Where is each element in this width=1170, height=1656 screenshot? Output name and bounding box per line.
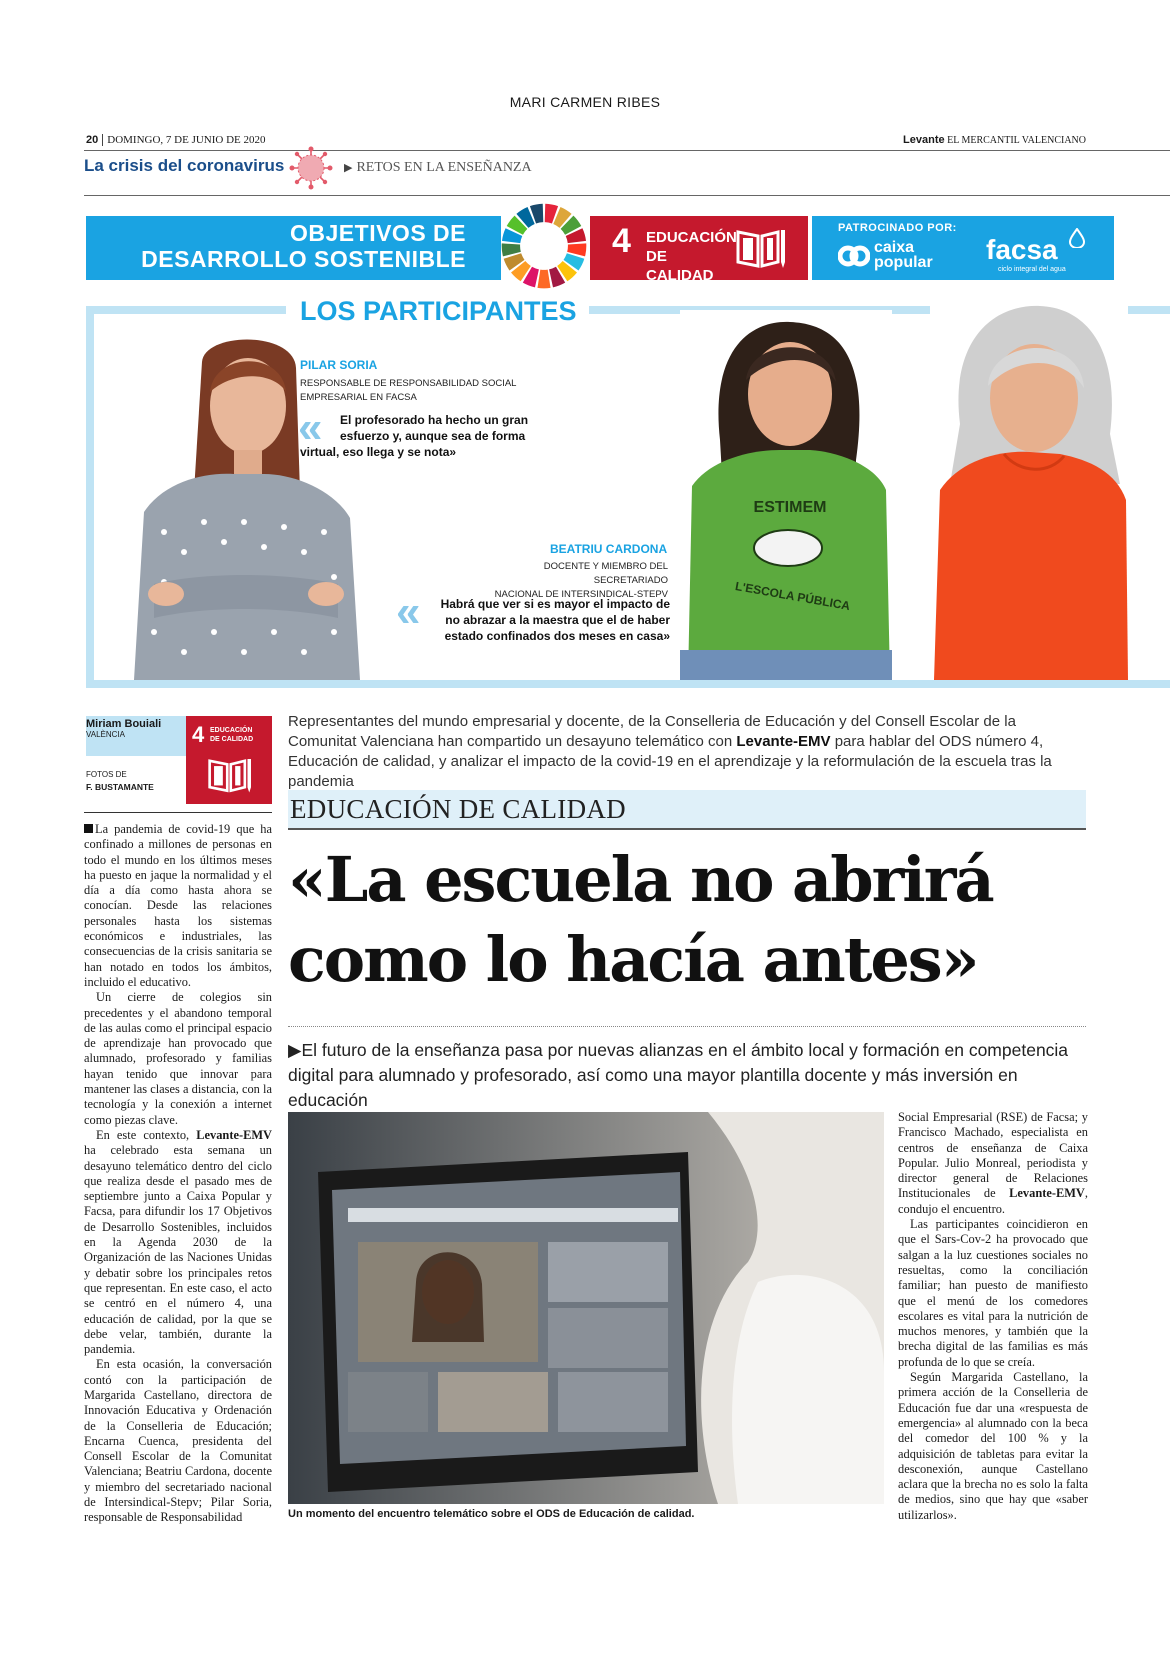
byline-rule: [84, 812, 272, 813]
issue-date: DOMINGO, 7 DE JUNIO DE 2020: [107, 134, 266, 146]
body-column-1: [84, 822, 272, 1526]
role-pilar-line1: RESPONSABLE DE RESPONSABILIDAD SOCIAL: [300, 378, 517, 389]
body-text: Social Empresarial (RSE) de Facsa; y Francisco Machado, especialista en centros de enseñanza de Caixa Popular. Julio Monreal, periodista y director general de Relaciones Institucionales de: [898, 1110, 1088, 1201]
dotted-rule: [288, 1026, 1086, 1027]
masthead: [903, 134, 1086, 146]
tile-label-line1: EDUCACIÓN: [210, 727, 253, 734]
role-beatriu-line2: NACIONAL DE INTERSINDICAL-STEPV: [494, 589, 668, 600]
ods-title-line1: OBJETIVOS DE: [290, 220, 466, 246]
photographer-name: F. BUSTAMANTE: [86, 782, 154, 792]
quote-pilar-line2: esfuerzo y, aunque sea de forma: [340, 429, 526, 443]
body-text: ha celebrado esta semana un desayuno telemático dentro del ciclo que realiza desde el pasado mes de septiembre junto a Caixa Popular y Facsa, para difundir los 17 Objetivos de Desarrollo Sostenibles, incluidos en la Agenda 2030 de la Organización de las Naciones Unidas y debatir sobre los principales retos que representan. En este caso, el acto se centró en el número 4, una educación de calidad, por la que se debe velar, también, durante la pandemia.: [84, 1143, 272, 1357]
facsa-tagline: ciclo integral del agua: [998, 266, 1066, 273]
goal-name: [646, 228, 736, 285]
page-number: 20: [86, 134, 103, 146]
body-paragraph: Según Margarida Castellano, la primera acción de la Conselleria de Educación fue dar una «respuesta de emergencia» al alumnado con la beca del comedor del 100 % y la adquisición de tabletas para evitar la desconexión, aunque Castellano aclara que la brecha no es solo la falta de medios, sino que hay que «saber utilizarlos».: [898, 1370, 1088, 1522]
photo-caption: Un momento del encuentro telemático sobre el ODS de Educación de calidad.: [288, 1508, 695, 1520]
participant-name-pilar: PILAR SORIA: [300, 358, 378, 372]
body-paragraph: [84, 1128, 272, 1357]
quote-pilar-line1: El profesorado ha hecho un gran: [340, 413, 529, 427]
caixa-line2: popular: [874, 254, 933, 271]
body-paragraph: [898, 1110, 1088, 1217]
sdg-wheel-segment: [537, 270, 550, 289]
photo-pilar-soria: [124, 322, 364, 680]
ods-banner-title: [86, 220, 466, 272]
lead-paragraph: [288, 712, 1086, 792]
shirt-text-line1: ESTIMEM: [753, 499, 827, 516]
triangle-icon: ▶: [288, 1040, 302, 1060]
sponsor-label: PATROCINADO POR:: [838, 222, 957, 234]
tile-number: 4: [192, 722, 205, 747]
kicker: EDUCACIÓN DE CALIDAD: [290, 794, 626, 824]
headline-line2: como lo hacía antes»: [288, 923, 978, 996]
tile-label-line2: DE CALIDAD: [210, 736, 254, 743]
lead-brand: Levante-EMV: [736, 733, 831, 750]
open-book-pencil-icon: [734, 222, 786, 272]
headline: [288, 840, 1108, 1000]
body-paragraph: [84, 822, 272, 990]
ods4-tile: [186, 716, 272, 804]
quote-mark-icon: «: [298, 403, 323, 452]
masthead-name: Levante: [903, 134, 945, 146]
masthead-sub: EL MERCANTIL VALENCIANO: [947, 135, 1086, 146]
main-photo-video-meeting: [288, 1112, 884, 1504]
folio: [86, 134, 266, 146]
body-brand: Levante-EMV: [196, 1127, 272, 1142]
subheadline: [288, 1038, 1088, 1113]
participant-name-beatriu: BEATRIU CARDONA: [550, 542, 668, 556]
participants-title: LOS PARTICIPANTES: [286, 296, 589, 327]
quote-mark-icon: «: [396, 587, 421, 636]
body-paragraph: Las participantes coincidieron en que el Sars-Cov-2 ha provocado que salgan a la luz cuestiones sociales no resueltas, como la conciliación familiar; han puesto de manifiesto que el menú de los comedores escolares es vital para la nutrición de muchos menores, y también que la brecha digital de las familias es más profunda de lo que se creía.: [898, 1217, 1088, 1369]
quote-pilar-line3: virtual, eso llega y se nota»: [300, 445, 457, 459]
facsa-drop-icon: [1068, 228, 1086, 248]
body-paragraph: En esta ocasión, la conversación contó con la participación de Margarida Castellano, directora de Innovación Educativa y Ordenación de la Conselleria de Educación; Encarna Cuenca, presidenta del Consell Escolar de la Comunitat Valenciana; Beatriu Cardona, docente y miembro del secretariado nacional de Intersindical-Stepv; Pilar Soria, responsable de Responsabilidad: [84, 1357, 272, 1525]
photo-credit-top: MARI CARMEN RIBES: [509, 94, 661, 110]
byline: [86, 718, 186, 739]
goal-name-line1: EDUCACIÓN: [646, 229, 737, 246]
goal-number: 4: [612, 222, 631, 260]
goal-name-line2: DE CALIDAD: [646, 248, 714, 284]
author-name: Miriam Bouiali: [86, 718, 162, 730]
section-subtitle-text: RETOS EN LA ENSEÑANZA: [356, 160, 532, 175]
author-city: VALÈNCIA: [86, 730, 125, 739]
photo-beatriu-cardona: [680, 310, 892, 680]
caixa-popular-logo-icon: [838, 240, 870, 272]
participant-quote-pilar: [300, 412, 540, 460]
section-title: La crisis del coronavirus: [84, 156, 285, 175]
sdg-wheel-center: [521, 223, 567, 269]
facsa-wordmark: facsa: [986, 234, 1058, 265]
role-pilar-line2: EMPRESARIAL EN FACSA: [300, 392, 417, 403]
lead-text-1: Representantes del mundo empresarial y docente, de la Conselleria de Educación y del Consell Escolar de la Comunitat Valenciana han compartido un desayuno telemático con: [288, 713, 1016, 750]
body-text: , condujo el encuentro.: [898, 1186, 1088, 1216]
shirt-text-line2: L'ESCOLA PÚBLICA: [734, 579, 852, 614]
subheadline-text: El futuro de la enseñanza pasa por nuevas alianzas en el ámbito local y formación en competencia digital para alumnado y profesorado, así como una mayor plantilla docente y más inversión en educación: [288, 1040, 1069, 1110]
participant-role-pilar: [300, 377, 516, 405]
quote-beatriu-line1: Habrá que ver si es mayor el impacto de: [440, 597, 670, 611]
section-rule: [84, 195, 1170, 196]
body-text: En este contexto,: [96, 1127, 197, 1142]
body-paragraph: Un cierre de colegios sin precedentes y el abandono temporal de las aulas como el principal espacio de aprendizaje han provocado que alumnado, profesorado y familias hayan tenido que innovar para mantener las clases a distancia, con la tecnología y la conexión a internet como piezas clave.: [84, 990, 272, 1127]
lead-text-2: para hablar del ODS número 4, Educación de calidad, y analizar el impacto de la covid-19 en el aprendizaje y la reformulación de la escuela tras la pandemia: [288, 733, 1052, 790]
square-bullet-icon: [84, 824, 93, 833]
quote-beatriu-line2: no abrazar a la maestra que el de haber: [445, 613, 670, 627]
quote-beatriu-line3: estado confinados dos meses en casa»: [444, 629, 670, 643]
role-beatriu-line1: DOCENTE Y MIEMBRO DEL SECRETARIADO: [543, 561, 668, 586]
triangle-icon: ▶: [344, 162, 353, 174]
body-text: La pandemia de covid-19 que ha confinado a millones de personas en todo el mundo en los últimos meses ha puesto en jaque la normalidad y el día a día como hasta ahora se conocían. Desde las relaciones personales hasta los sistemas económicos e industriales, las consecuencias de la crisis sanitaria se han notado en todos los ámbitos, incluido el educativo.: [84, 822, 272, 989]
body-column-3: [898, 1110, 1088, 1523]
body-brand: Levante-EMV: [1009, 1186, 1085, 1201]
coronavirus-icon: [288, 145, 334, 191]
headline-line1: «La escuela no abrirá: [288, 843, 993, 916]
caixa-line1: caixa: [874, 239, 915, 256]
header-rule: [84, 150, 1170, 151]
open-book-pencil-icon: [204, 752, 254, 796]
tile-label: [210, 726, 253, 744]
photo-third-participant: [930, 304, 1128, 680]
sdg-wheel-icon: [498, 200, 590, 292]
participant-quote-beatriu: [438, 596, 670, 644]
caixa-popular-wordmark: [874, 240, 933, 270]
section-subtitle: [344, 160, 532, 176]
ods-title-line2: DESARROLLO SOSTENIBLE: [141, 246, 466, 272]
photos-label: FOTOS DE: [86, 770, 127, 779]
